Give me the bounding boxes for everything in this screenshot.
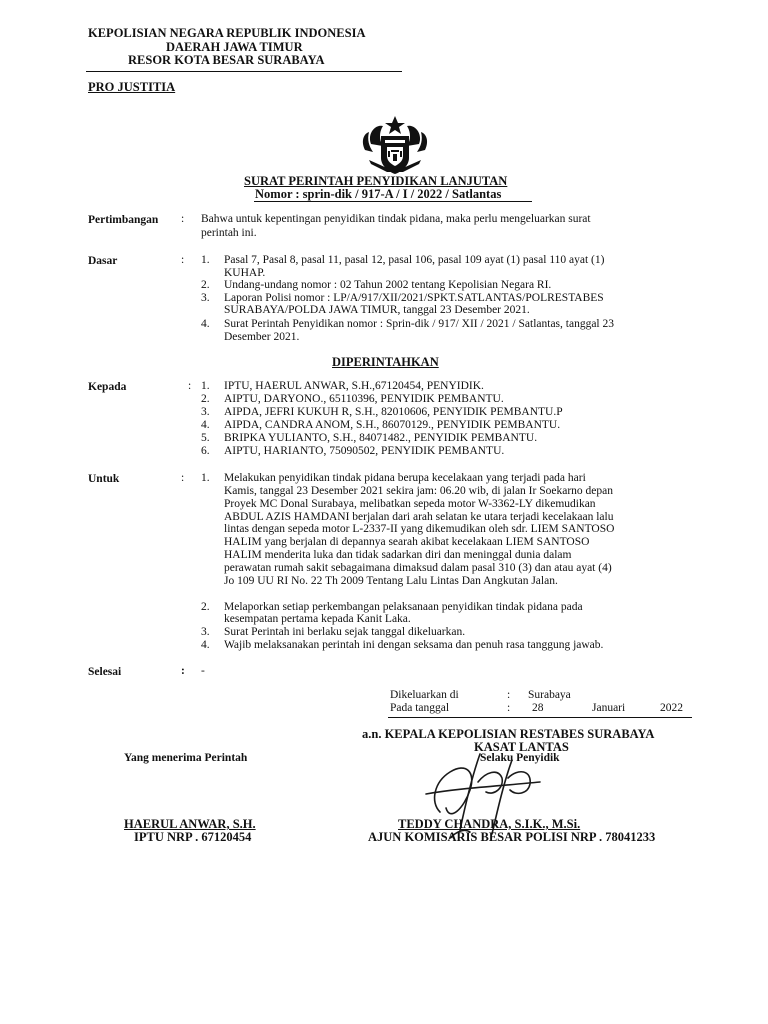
untuk-item-line: HALIM yang berjalan di depannya searah akibat kecelakaan LIEM SANTOSO <box>224 536 590 548</box>
dasar-item-number: 3. <box>201 292 210 304</box>
untuk-item-line: Jo 109 UU RI No. 22 Th 2009 Tentang Lalu Lintas Dan Angkutan Jalan. <box>224 575 558 587</box>
untuk-item-number: 1. <box>201 472 210 484</box>
untuk-item-line: Melaporkan setiap perkembangan pelaksanaan penyidikan tindak pidana pada <box>224 601 583 613</box>
dasar-item-number: 1. <box>201 254 210 266</box>
receiver-name: HAERUL ANWAR, S.H. <box>124 817 256 831</box>
issued-month: Januari <box>592 702 626 714</box>
signature-role: Selaku Penyidik <box>480 752 560 764</box>
header-line-institution: KEPOLISIAN NEGARA REPUBLIK INDONESIA <box>88 26 366 40</box>
signature-rank: AJUN KOMISARIS BESAR POLISI NRP . 78041233 <box>368 830 656 844</box>
signature-name: TEDDY CHANDRA, S.I.K., M.Si. <box>398 817 581 831</box>
dasar-colon: : <box>181 254 185 266</box>
issued-day: 28 <box>532 702 544 714</box>
dasar-item-line: SURABAYA/POLDA JAWA TIMUR, tanggal 23 Desember 2021. <box>224 304 530 316</box>
untuk-colon: : <box>181 472 185 484</box>
issued-year: 2022 <box>660 702 683 714</box>
untuk-item-line: lintas dengan sepeda motor L-2337-II yang dikemudikan oleh sdr. LIEM SANTOSO <box>224 523 615 535</box>
kepada-item-number: 1. <box>201 380 210 392</box>
title-divider <box>254 201 532 202</box>
dasar-item-line: KUHAP. <box>224 267 266 279</box>
untuk-label: Untuk <box>88 473 120 485</box>
issued-place-label: Dikeluarkan di <box>390 689 459 701</box>
document-title: SURAT PERINTAH PENYIDIKAN LANJUTAN <box>244 174 508 188</box>
dasar-item-line: Laporan Polisi nomor : LP/A/917/XII/2021/SPKT.SATLANTAS/POLRESTABES <box>224 292 604 304</box>
dasar-label: Dasar <box>88 255 118 267</box>
selesai-colon: : <box>181 665 185 677</box>
untuk-item-line: kesempatan pertama kepada Kanit Laka. <box>224 613 411 625</box>
dasar-item-number: 4. <box>201 318 210 330</box>
issued-date-label: Pada tanggal <box>390 702 450 714</box>
untuk-item-line: HALIM menderita luka dan tidak sadarkan diri dan meninggal dunia dalam <box>224 549 572 561</box>
kepada-colon: : <box>188 380 192 392</box>
dasar-item-line: Undang-undang nomor : 02 Tahun 2002 tentang Kepolisian Negara RI. <box>224 279 552 291</box>
dasar-item-line: Pasal 7, Pasal 8, pasal 11, pasal 12, pasal 106, pasal 109 ayat (1) pasal 110 ayat (1) <box>224 254 605 266</box>
header-line-region: DAERAH JAWA TIMUR <box>166 40 303 54</box>
pertimbangan-line: Bahwa untuk kepentingan penyidikan tindak pidana, maka perlu mengeluarkan surat <box>201 213 591 225</box>
pertimbangan-line: perintah ini. <box>201 227 257 239</box>
issued-place-value: Surabaya <box>528 689 571 701</box>
document-number: Nomor : sprin-dik / 917-A / I / 2022 / Satlantas <box>255 187 502 201</box>
receiver-label: Yang menerima Perintah <box>124 752 248 764</box>
dasar-item-number: 2. <box>201 279 210 291</box>
kepada-item-text: AIPDA, JEFRI KUKUH R, S.H., 82010606, PENYIDIK PEMBANTU.P <box>224 406 563 418</box>
issued-date-colon: : <box>507 702 511 714</box>
dasar-item-line: Desember 2021. <box>224 331 300 343</box>
kepada-item-text: IPTU, HAERUL ANWAR, S.H.,67120454, PENYIDIK. <box>224 380 484 392</box>
dasar-item-line: Surat Perintah Penyidikan nomor : Sprin-dik / 917/ XII / 2021 / Satlantas, tanggal 23 <box>224 318 614 330</box>
pertimbangan-label: Pertimbangan <box>88 214 159 226</box>
kepada-item-text: AIPTU, DARYONO., 65110396, PENYIDIK PEMBANTU. <box>224 393 504 405</box>
untuk-item-line: Proyek MC Donal Surabaya, melibatkan sepeda motor W-3362-LY dikemudikan <box>224 498 596 510</box>
untuk-item-number: 2. <box>201 601 210 613</box>
untuk-item-line: Melakukan penyidikan tindak pidana berupa kecelakaan yang terjadi pada hari <box>224 472 586 484</box>
issued-place-colon: : <box>507 689 511 701</box>
signature-position: KASAT LANTAS <box>474 740 569 754</box>
selesai-label: Selesai <box>88 666 122 678</box>
kepada-item-text: AIPDA, CANDRA ANOM, S.H., 86070129., PENYIDIK PEMBANTU. <box>224 419 561 431</box>
kepada-item-number: 2. <box>201 393 210 405</box>
kepada-item-text: AIPTU, HARIANTO, 75090502, PENYIDIK PEMBANTU. <box>224 445 505 457</box>
untuk-item-line: ABDUL AZIS HAMDANI berjalan dari arah selatan ke utara terjadi kecelakaan lalu <box>224 511 614 523</box>
kepada-label: Kepada <box>88 381 127 393</box>
untuk-item-number: 4. <box>201 639 210 651</box>
diperintahkan-heading: DIPERINTAHKAN <box>332 355 439 369</box>
untuk-item-line: perawatan rumah sakit sebagaimana dimaksud dalam pasal 310 (3) dan atau ayat (4) <box>224 562 612 574</box>
kepada-item-text: BRIPKA YULIANTO, S.H., 84071482., PENYIDIK PEMBANTU. <box>224 432 538 444</box>
signature-an: a.n. KEPALA KEPOLISIAN RESTABES SURABAYA <box>362 727 655 741</box>
kepada-item-number: 5. <box>201 432 210 444</box>
kepada-item-number: 3. <box>201 406 210 418</box>
header-line-resort: RESOR KOTA BESAR SURABAYA <box>128 53 325 67</box>
issued-divider <box>388 717 692 718</box>
untuk-item-line: Kamis, tanggal 23 Desember 2021 sekira jam: 06.20 wib, di jalan Ir Soekarno depan <box>224 485 613 497</box>
kepada-item-number: 6. <box>201 445 210 457</box>
police-emblem-logo <box>357 114 433 176</box>
kepada-item-number: 4. <box>201 419 210 431</box>
pertimbangan-colon: : <box>181 213 185 225</box>
untuk-item-line: Wajib melaksanakan perintah ini dengan seksama dan penuh rasa tanggung jawab. <box>224 639 604 651</box>
untuk-item-number: 3. <box>201 626 210 638</box>
pro-justitia: PRO JUSTITIA <box>88 80 176 94</box>
untuk-item-line: Surat Perintah ini berlaku sejak tanggal dikeluarkan. <box>224 626 466 638</box>
receiver-rank: IPTU NRP . 67120454 <box>134 830 252 844</box>
selesai-value: - <box>201 665 205 677</box>
header-divider <box>86 71 402 72</box>
